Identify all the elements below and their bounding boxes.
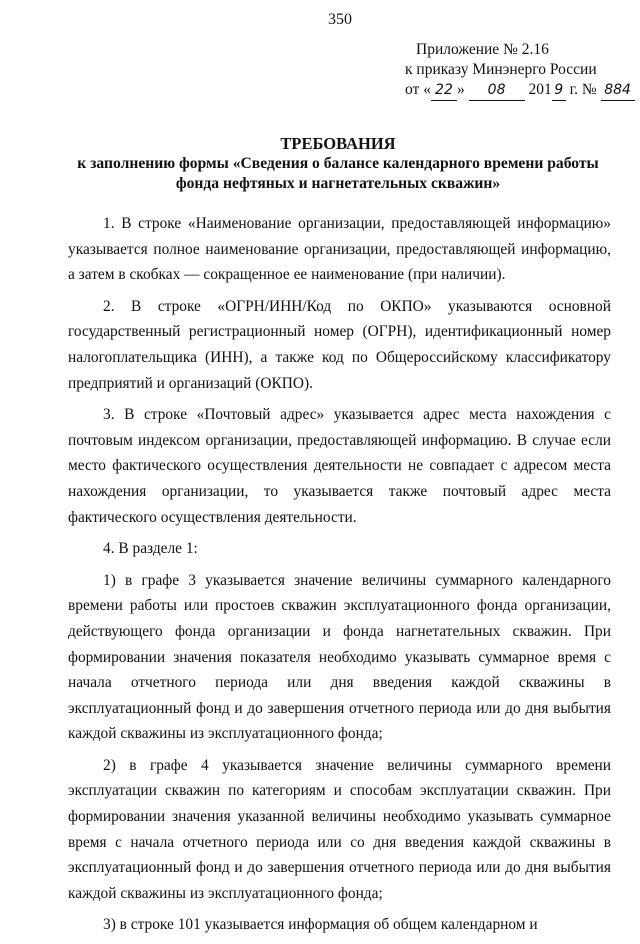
- title-line: фонда нефтяных и нагнетательных скважин»: [175, 175, 501, 192]
- order-date-line: [405, 80, 635, 101]
- document-body: [68, 211, 611, 944]
- day-field: 22: [431, 80, 457, 101]
- year-suffix: г. №: [565, 81, 597, 98]
- paragraph: 1. В строке «Наименование организации, предоставляющей информацию» указывается полное наименование организации, предоставляющей информацию, а затем в скобках — сокращенное ее наименование (при наличии).: [68, 215, 611, 284]
- month-field: 08: [469, 80, 525, 101]
- appendix-line: Приложение № 2.16: [416, 41, 549, 58]
- title-line: к заполнению формы «Сведения о балансе календарного времени работы: [77, 155, 599, 172]
- order-reference: к приказу Минэнерго России: [405, 61, 597, 78]
- paragraph: 2) в графе 4 указывается значение величины суммарного времени эксплуатации скважин по категориям и способам эксплуатации скважин. При формировании значения указанной величины необходимо указывать суммарное время с начала отчетного периода или со дня введения каждой скважины в эксплуатационный фонд и до завершения отчетного периода или до дня выбытия каждой скважины из эксплуатационного фонда;: [68, 756, 611, 902]
- paragraph: 3) в строке 101 указывается информация об общем календарном и: [103, 916, 538, 934]
- order-number-field: 884: [601, 80, 635, 101]
- paragraph: 1) в графе 3 указывается значение величины суммарного календарного времени работы или простоев скважин эксплуатационного фонда организации, действующего фонда организации и фонда нагнетательных скважин. При формировании значения показателя необходимо указывать суммарное время с начала отчетного периода или дня введения каждой скважины в эксплуатационный фонд и до завершения отчетного периода или до дня выбытия каждой скважины из эксплуатационного фонда;: [68, 571, 611, 743]
- date-prefix: от «: [405, 81, 431, 98]
- paragraph: 2. В строке «ОГРН/ИНН/Код по ОКПО» указываются основной государственный регистрационный номер (ОГРН), идентификационный номер налогоплательщика (ИНН), а также код по Общероссийскому классификатору предприятий и организаций (ОКПО).: [68, 297, 611, 392]
- day-close-quote: »: [456, 81, 465, 98]
- year-prefix: 201: [528, 81, 552, 98]
- page-number: 350: [328, 11, 352, 28]
- title-main: ТРЕБОВАНИЯ: [280, 134, 396, 153]
- paragraph: 4. В разделе 1:: [103, 540, 198, 558]
- paragraph: 3. В строке «Почтовый адрес» указывается адрес места нахождения с почтовым индексом организации, предоставляющей информацию. В случае если место фактического осуществления деятельности не совпадает с адресом места нахождения организации, то указывается также почтовый адрес места фактического осуществления деятельности.: [68, 406, 611, 526]
- year-digit-field: 9: [552, 80, 566, 101]
- appendix-header: [405, 40, 635, 101]
- document-title: [68, 134, 608, 194]
